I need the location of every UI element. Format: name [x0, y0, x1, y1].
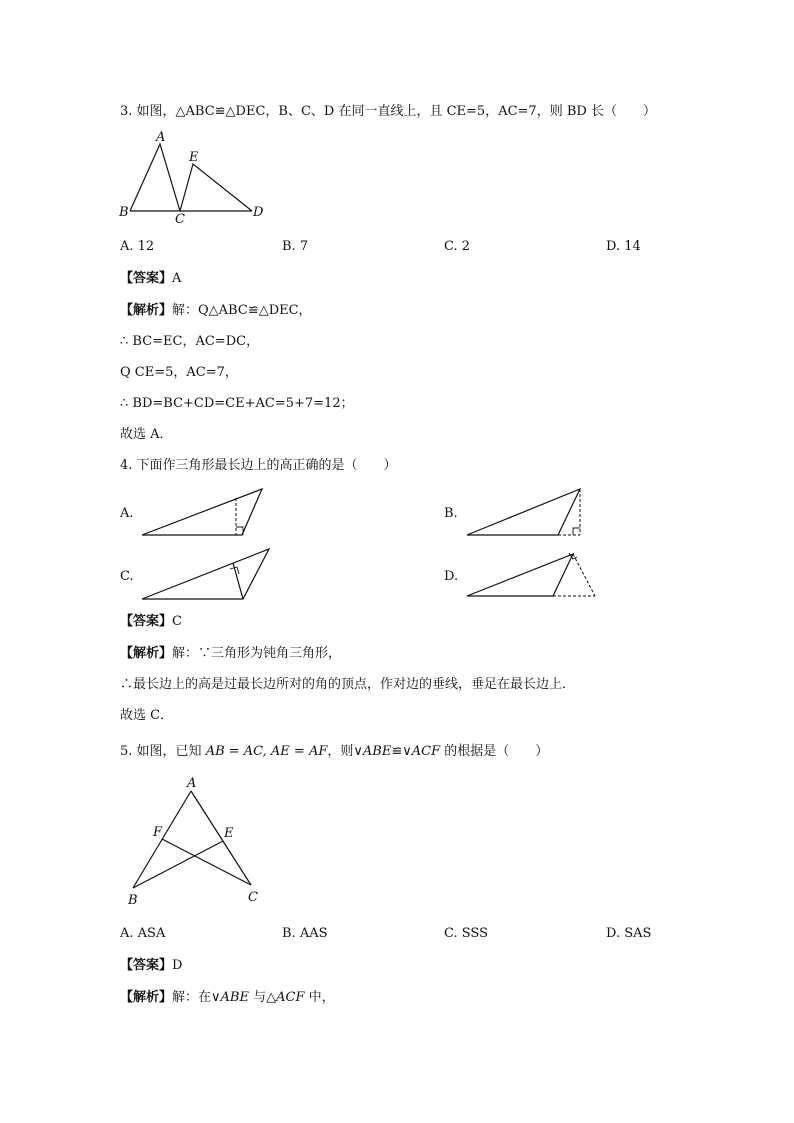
q3-analysis-line-2: ∴ BC=EC，AC=DC，: [120, 334, 260, 349]
q5-stem-cong: ≌∨: [391, 744, 412, 759]
q3-answer-tag: 【答案】: [120, 271, 173, 286]
q4-analysis-line-1: [120, 645, 341, 663]
q3-triangle-abc: [130, 144, 180, 211]
q5-analysis-tag: 【解析】: [120, 990, 173, 1005]
q3-option-a: A. 12: [120, 239, 155, 254]
q5-stem-math2: ABE: [362, 744, 392, 759]
q3-analysis-line-4: ∴ BD=BC+CD=CE+AC=5+7=12；: [120, 396, 354, 411]
q5-label-a: A: [187, 776, 197, 791]
q5-line-ac: [191, 791, 251, 885]
q4-figure-b: [465, 486, 590, 538]
q5-answer-line: [120, 957, 182, 975]
q5-answer: D: [172, 958, 183, 973]
q5-figure: [120, 775, 270, 910]
q4-figure-d: [465, 549, 600, 601]
q5-stem: [120, 743, 548, 761]
q5-analysis-m2: ACF: [276, 990, 305, 1005]
q3-analysis-line-5: 故选 A．: [120, 427, 173, 442]
q3-label-e: E: [189, 150, 199, 165]
q3-option-d: D. 14: [606, 239, 641, 254]
q3-analysis-text-1: 解：Q△ABC≌△DEC，: [172, 303, 312, 318]
q3-figure: [118, 130, 278, 230]
q3-label-d: D: [253, 205, 264, 220]
q5-line-fc: [162, 839, 251, 885]
q4-figure-a: [140, 486, 265, 538]
q5-label-c: C: [248, 890, 258, 905]
q4-option-c-letter: C.: [120, 569, 134, 584]
q4-stem: 4. 下面作三角形最长边上的高正确的是（ ）: [120, 458, 397, 473]
q4-analysis-line-2: ∴最长边上的高是过最长边所对的角的顶点，作对边的垂线，垂足在最长边上．: [120, 677, 576, 692]
q5-answer-tag: 【答案】: [120, 958, 173, 973]
q3-answer: A: [172, 271, 182, 286]
q3-analysis-line-3: Q CE=5，AC=7，: [120, 365, 238, 380]
q3-analysis-tag: 【解析】: [120, 303, 173, 318]
q4-figure-c: [140, 546, 275, 602]
q3-label-b: B: [119, 205, 129, 220]
q3-answer-line: [120, 270, 181, 288]
q5-stem-suffix: 的根据是（ ）: [440, 744, 549, 759]
q5-stem-math: AB = AC, AE = AF: [205, 744, 328, 759]
q4-answer: C: [172, 614, 182, 629]
q5-label-e: E: [224, 826, 234, 841]
q5-option-d: D. SAS: [606, 926, 652, 941]
q5-stem-math3: ACF: [411, 744, 441, 759]
q3-label-c: C: [175, 212, 185, 227]
q5-label-f: F: [153, 825, 163, 840]
q5-option-c: C. SSS: [444, 926, 489, 941]
q3-option-c: C. 2: [444, 239, 471, 254]
q4-option-a-letter: A.: [120, 506, 134, 521]
q4-answer-tag: 【答案】: [120, 614, 173, 629]
q3-analysis-line-1: [120, 302, 312, 320]
q4-analysis-text-1: 解：∵三角形为钝角三角形，: [172, 646, 342, 661]
q5-analysis-suffix: 中，: [304, 990, 335, 1005]
q5-analysis-m1: ABE: [220, 990, 249, 1005]
q5-option-a: A. ASA: [120, 926, 166, 941]
q3-triangle-dec: [180, 164, 252, 211]
q5-analysis-prefix: 解：在∨: [172, 990, 221, 1005]
q4-analysis-tag: 【解析】: [120, 646, 173, 661]
q4-option-d-letter: D.: [444, 569, 459, 584]
q3-stem: 3. 如图，△ABC≌△DEC，B、C、D 在同一直线上，且 CE=5，AC=7，则 BD 长（ ）: [120, 104, 656, 119]
q5-stem-prefix: 5. 如图，已知: [120, 744, 202, 759]
q5-stem-mid: ，则∨: [327, 744, 363, 759]
q4-option-b-letter: B.: [444, 506, 458, 521]
q5-label-b: B: [128, 893, 138, 908]
q4-answer-line: [120, 613, 182, 631]
q5-analysis-line-1: [120, 989, 335, 1007]
q5-option-b: B. AAS: [282, 926, 328, 941]
q4-analysis-line-3: 故选 C．: [120, 708, 174, 723]
q3-option-b: B. 7: [282, 239, 309, 254]
q3-label-a: A: [156, 130, 166, 145]
q5-analysis-mid: 与△: [248, 990, 277, 1005]
